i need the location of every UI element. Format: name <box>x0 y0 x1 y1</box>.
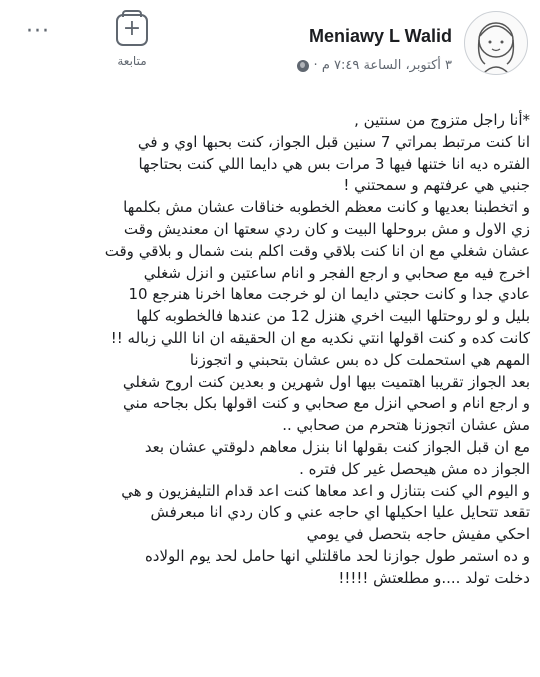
post-meta <box>293 58 452 73</box>
plus-in-box-icon: + <box>116 14 148 46</box>
meta-separator: · <box>313 58 318 73</box>
follow-button[interactable] <box>107 14 157 68</box>
avatar-illustration <box>465 12 527 74</box>
author-name[interactable]: Meniawy L Walid <box>308 26 452 46</box>
post-header <box>0 0 540 95</box>
follow-label: متابعة <box>117 54 147 68</box>
post-timestamp[interactable]: ٣ أكتوبر، الساعة ٧:٤٩ م <box>321 58 452 73</box>
avatar[interactable] <box>464 11 528 75</box>
more-options-button[interactable]: ··· <box>26 19 50 44</box>
post-text: *أنا راجل متزوج من سنتين , انا كنت مرتبط بمراتي 7 سنين قبل الجواز، كنت بحبها اوي و في الفتره ديه انا ختنها فيها 3 مرات بس هي دايما اللي كنت بحتاجها جنبي هي عرفتهم و سمحتني ! و اتخطبنا بعديها و كانت معظم الخطوبه خناقات عشان مش بكلمها زي الاول و مش بروحلها البيت و كان ردي سعتها ان معنديش وقت عشان شغلي مع ان انا كنت بلاقي وقت اكلم بنت شمال و بلاقي وقت اخرج فيه مع صحابي و ارجع الفجر و انام ساعتين و انزل شغلي عادي جدا و كانت حجتي دايما ان لو خرجت معاها اخرنا هنرجع 10 بليل و لو روحتلها البيت اخري هنزل 12 من عندها فالخطوبه كلها كانت كده و كنت اقولها انتي نكديه مع ان الحقيقه ان انا اللي زباله !! المهم هي استحملت كل ده بس عشان بتحبني و اتجوزنا بعد الجواز تقريبا اهتميت بيها اول شهرين و بعدين كنت اروح شغلي و ارجع انام و اصحي انزل مع صحابي و كنت اقولها بكل بجاحه مني مش عشان اتجوزنا هتحرم من صحابي .. مع ان قبل الجواز كنت بقولها انا بنزل معاهم دلوقتي عشان بعد الجواز ده مش هيحصل غير كل فتره . و اليوم الي كنت بتنازل و اعد معاها كنت اعد قدام التليفزيون و هي تقعد تتحايل عليا احكيلها اي حاجه عني و كان ردي انا مبعرفش احكي مفيش حاجه بتحصل في يومي و ده استمر طول جوازنا لحد ماقلتلي انها حامل لحد يوم الولاده دخلت تولد ....و مطلعتش !!!!! <box>104 111 530 587</box>
globe-icon <box>297 60 309 72</box>
